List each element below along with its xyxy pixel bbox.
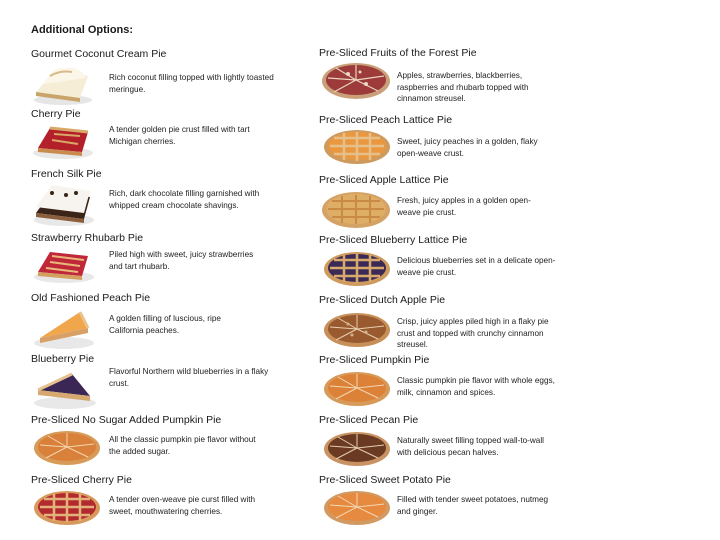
strawberry-rhubarb-pie-icon (32, 246, 96, 284)
pumpkin-pie-icon (322, 369, 392, 409)
pie-title: Pre-Sliced No Sugar Added Pumpkin Pie (31, 414, 222, 426)
pecan-pie-icon (322, 429, 392, 469)
presliced-cherry-pie-icon (32, 487, 102, 529)
pie-title: Cherry Pie (31, 108, 81, 120)
sweet-potato-pie-icon (322, 487, 392, 529)
pie-description: Classic pumpkin pie flavor with whole eggs, milk, cinnamon and spices. (397, 376, 555, 397)
pie-title: Pre-Sliced Fruits of the Forest Pie (319, 47, 477, 59)
pie-description: Crisp, juicy apples piled high in a flaky pie crust and topped with crunchy cinnamon streusel. (397, 317, 549, 349)
pie-description: Filled with tender sweet potatoes, nutmeg and ginger. (397, 495, 549, 516)
pie-description: Delicious blueberries set in a delicate open-weave pie crust. (397, 256, 556, 277)
peach-pie-icon (32, 306, 96, 350)
pie-title: Pre-Sliced Blueberry Lattice Pie (319, 234, 468, 246)
pie-description: Naturally sweet filling topped wall-to-wall with delicious pecan halves. (397, 436, 544, 457)
pie-description: Sweet, juicy peaches in a golden, flaky open-weave crust. (397, 137, 538, 158)
pie-description: Rich coconut filling topped with lightly toasted meringue. (109, 73, 274, 94)
pie-description: A golden filling of luscious, ripe California peaches. (109, 314, 221, 335)
pie-description: A tender golden pie crust filled with tart Michigan cherries. (109, 125, 250, 146)
pie-title: Blueberry Pie (31, 353, 95, 365)
blueberry-pie-icon (32, 366, 98, 410)
pie-title: Pre-Sliced Cherry Pie (31, 474, 132, 486)
pie-description: Flavorful Northern wild blueberries in a flaky crust. (109, 367, 269, 388)
pie-title: Pre-Sliced Pumpkin Pie (319, 354, 430, 366)
fruits-forest-pie-icon (320, 60, 392, 102)
pie-description: A tender oven-weave pie curst filled with sweet, mouthwatering cherries. (109, 495, 256, 516)
blueberry-lattice-pie-icon (322, 249, 392, 289)
pie-title: Pre-Sliced Dutch Apple Pie (319, 294, 446, 306)
pie-description: Rich, dark chocolate filling garnished with whipped cream chocolate shavings. (109, 189, 260, 210)
french-silk-pie-icon (32, 183, 96, 227)
dutch-apple-pie-icon (322, 310, 392, 350)
coconut-cream-pie-icon (32, 62, 94, 106)
pie-title: Gourmet Coconut Cream Pie (31, 48, 167, 60)
pie-title: Pre-Sliced Sweet Potato Pie (319, 474, 451, 486)
pie-title: Pre-Sliced Apple Lattice Pie (319, 174, 449, 186)
pie-title: Pre-Sliced Pecan Pie (319, 414, 419, 426)
pie-description: Apples, strawberries, blackberries, raspberries and rhubarb topped with cinnamon streusel. (397, 71, 529, 103)
page-heading: Additional Options: (31, 24, 134, 36)
pie-title: Strawberry Rhubarb Pie (31, 232, 144, 244)
pie-description: Fresh, juicy apples in a golden open-weave pie crust. (397, 196, 531, 217)
pie-title: French Silk Pie (31, 168, 102, 180)
pie-description: Piled high with sweet, juicy strawberries and tart rhubarb. (109, 250, 254, 271)
cherry-pie-icon (32, 122, 94, 160)
peach-lattice-pie-icon (322, 127, 392, 167)
pie-description: All the classic pumpkin pie flavor without the added sugar. (109, 435, 256, 456)
pie-title: Old Fashioned Peach Pie (31, 292, 151, 304)
apple-lattice-pie-icon (320, 189, 392, 231)
no-sugar-pumpkin-pie-icon (32, 428, 102, 468)
pie-title: Pre-Sliced Peach Lattice Pie (319, 114, 453, 126)
